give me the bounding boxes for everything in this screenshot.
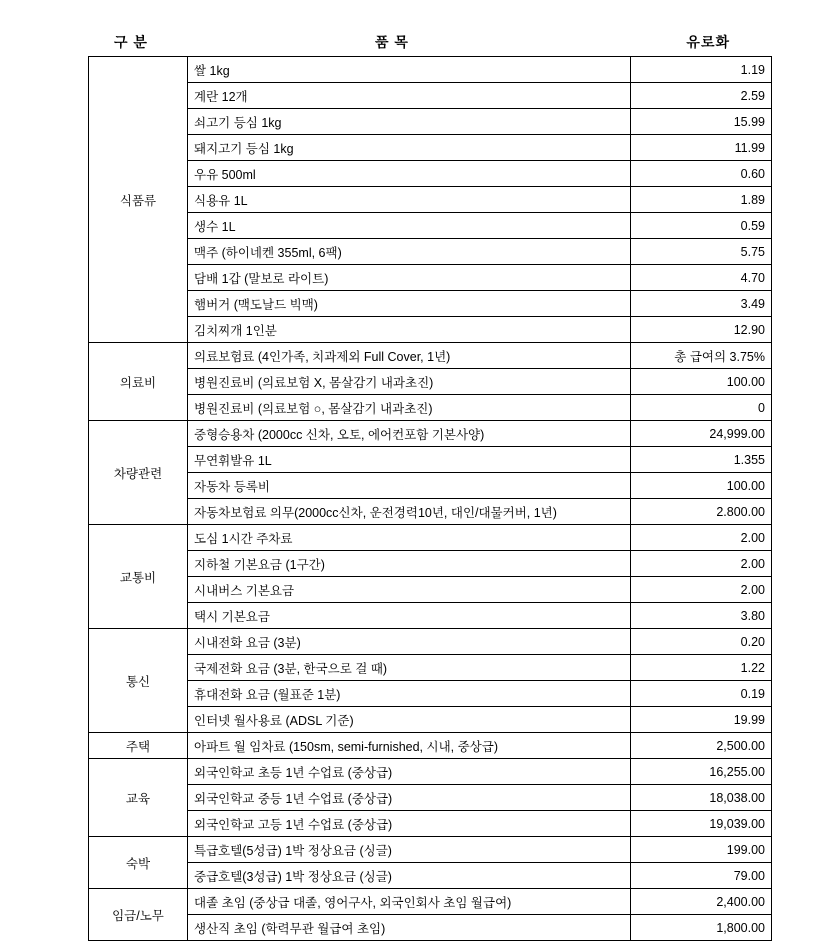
header-item-label: 품 목 [375,34,409,50]
table-row [89,187,772,213]
item-cell: 우유 500ml [188,161,631,187]
table-row [89,759,772,785]
item-cell: 시내버스 기본요금 [188,577,631,603]
item-cell: 담배 1갑 (말보로 라이트) [188,265,631,291]
item-cell: 지하철 기본요금 (1구간) [188,551,631,577]
table-row [89,239,772,265]
price-cell: 0.20 [631,629,772,655]
item-cell: 쇠고기 등심 1kg [188,109,631,135]
table-row [89,629,772,655]
table-row [89,707,772,733]
category-cell: 임금/노무 [89,889,188,941]
item-cell: 계란 12개 [188,83,631,109]
item-cell: 무연휘발유 1L [188,447,631,473]
item-cell: 시내전화 요금 (3분) [188,629,631,655]
table-row [89,83,772,109]
price-cell: 1.355 [631,447,772,473]
item-cell: 병원진료비 (의료보험 ○, 몸살감기 내과초진) [188,395,631,421]
item-cell: 대졸 초임 (중상급 대졸, 영어구사, 외국인회사 초임 월급여) [188,889,631,915]
price-cell: 11.99 [631,135,772,161]
item-cell: 돼지고기 등심 1kg [188,135,631,161]
price-cell: 3.49 [631,291,772,317]
price-cell: 199.00 [631,837,772,863]
header-price-label: 유로화 [686,34,730,50]
table-row [89,395,772,421]
price-cell: 2,400.00 [631,889,772,915]
header-category-label: 구 분 [114,34,148,50]
table-row [89,837,772,863]
table-row [89,317,772,343]
table-row [89,161,772,187]
item-cell: 외국인학교 고등 1년 수업료 (중상급) [188,811,631,837]
table-row [89,551,772,577]
table-row [89,525,772,551]
table-row [89,57,772,83]
price-cell: 2.00 [631,577,772,603]
category-cell: 식품류 [89,57,188,343]
price-cell: 100.00 [631,473,772,499]
item-cell: 아파트 월 임차료 (150sm, semi-furnished, 시내, 중상급) [188,733,631,759]
table-row [89,265,772,291]
price-cell: 1,800.00 [631,915,772,941]
table-row [89,135,772,161]
price-cell: 16,255.00 [631,759,772,785]
table-row [89,447,772,473]
price-cell: 0 [631,395,772,421]
item-cell: 자동차 등록비 [188,473,631,499]
price-cell: 1.19 [631,57,772,83]
table-row [89,213,772,239]
item-cell: 생산직 초임 (학력무관 월급여 초임) [188,915,631,941]
price-table [88,56,772,941]
table-row [89,109,772,135]
table-row [89,889,772,915]
price-cell: 2.800.00 [631,499,772,525]
price-cell: 5.75 [631,239,772,265]
item-cell: 맥주 (하이네켄 355ml, 6팩) [188,239,631,265]
category-cell: 통신 [89,629,188,733]
price-cell: 0.59 [631,213,772,239]
table-row [89,291,772,317]
category-cell: 교통비 [89,525,188,629]
table-row [89,473,772,499]
table-row [89,785,772,811]
item-cell: 도심 1시간 주차료 [188,525,631,551]
price-cell: 0.60 [631,161,772,187]
item-cell: 국제전화 요금 (3분, 한국으로 걸 때) [188,655,631,681]
price-cell: 2.00 [631,525,772,551]
price-cell: 19,039.00 [631,811,772,837]
table-row [89,577,772,603]
price-cell: 2.59 [631,83,772,109]
table-row [89,811,772,837]
item-cell: 휴대전화 요금 (월표준 1분) [188,681,631,707]
item-cell: 병원진료비 (의료보험 X, 몸살감기 내과초진) [188,369,631,395]
table-row [89,369,772,395]
item-cell: 외국인학교 중등 1년 수업료 (중상급) [188,785,631,811]
price-cell: 12.90 [631,317,772,343]
table-row [89,863,772,889]
price-cell: 1.22 [631,655,772,681]
price-cell: 15.99 [631,109,772,135]
price-cell: 총 급여의 3.75% [631,343,772,369]
item-cell: 의료보험료 (4인가족, 치과제외 Full Cover, 1년) [188,343,631,369]
price-cell: 100.00 [631,369,772,395]
table-row [89,733,772,759]
item-cell: 택시 기본요금 [188,603,631,629]
category-cell: 숙박 [89,837,188,889]
item-cell: 외국인학교 초등 1년 수업료 (중상급) [188,759,631,785]
price-cell: 4.70 [631,265,772,291]
item-cell: 특급호텔(5성급) 1박 정상요금 (싱글) [188,837,631,863]
item-cell: 자동차보험료 의무(2000cc신차, 운전경력10년, 대인/대물커버, 1년) [188,499,631,525]
price-cell: 2,500.00 [631,733,772,759]
item-cell: 식용유 1L [188,187,631,213]
price-cell: 24,999.00 [631,421,772,447]
item-cell: 김치찌개 1인분 [188,317,631,343]
table-header [88,22,734,56]
price-cell: 79.00 [631,863,772,889]
price-cell: 19.99 [631,707,772,733]
item-cell: 쌀 1kg [188,57,631,83]
item-cell: 중형승용차 (2000cc 신차, 오토, 에어컨포함 기본사양) [188,421,631,447]
price-cell: 2.00 [631,551,772,577]
category-cell: 차량관련 [89,421,188,525]
table-row [89,343,772,369]
item-cell: 인터넷 월사용료 (ADSL 기준) [188,707,631,733]
price-cell: 1.89 [631,187,772,213]
price-cell: 18,038.00 [631,785,772,811]
item-cell: 햄버거 (맥도날드 빅맥) [188,291,631,317]
price-cell: 0.19 [631,681,772,707]
item-cell: 생수 1L [188,213,631,239]
price-cell: 3.80 [631,603,772,629]
table-row [89,421,772,447]
table-row [89,681,772,707]
item-cell: 중급호텔(3성급) 1박 정상요금 (싱글) [188,863,631,889]
category-cell: 의료비 [89,343,188,421]
category-cell: 주택 [89,733,188,759]
category-cell: 교육 [89,759,188,837]
table-row [89,603,772,629]
table-row [89,499,772,525]
table-row [89,655,772,681]
